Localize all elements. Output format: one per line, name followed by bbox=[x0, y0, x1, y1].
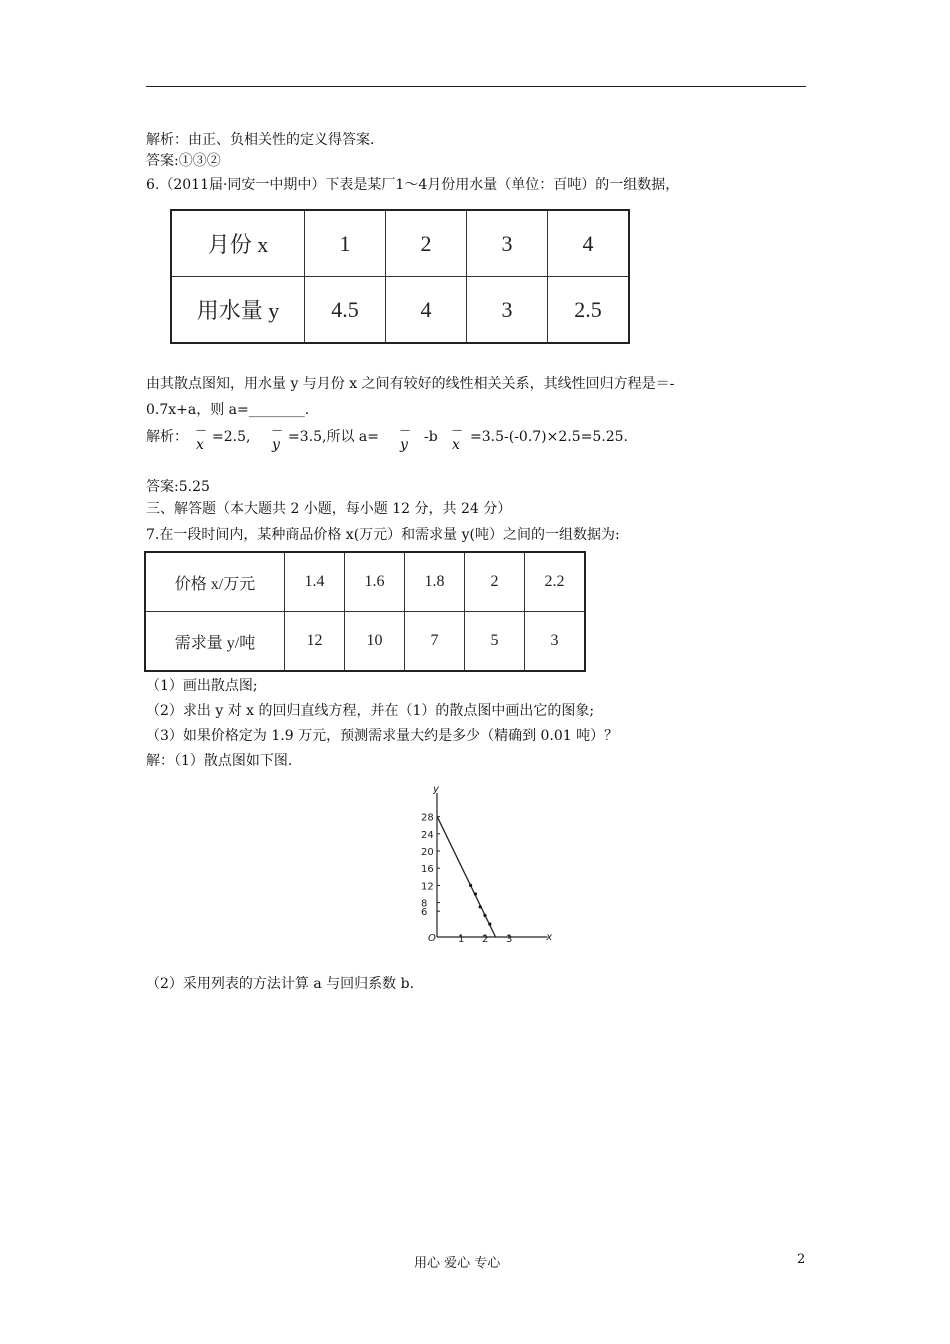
question-6-analysis-prefix: 解析： bbox=[146, 429, 188, 445]
question-6-text-1: 由其散点图知，用水量 y 与月份 x 之间有较好的线性相关关系，其线性回归方程是＝- bbox=[146, 376, 675, 392]
page-number: 2 bbox=[797, 1252, 806, 1267]
table-cell: 4 bbox=[548, 210, 630, 277]
table-cell: 7 bbox=[405, 612, 465, 672]
table-cell: 2 bbox=[465, 552, 525, 612]
overline: — bbox=[452, 425, 462, 436]
table-cell: 1 bbox=[305, 210, 386, 277]
scatter-plot bbox=[410, 785, 560, 950]
y-tick-label: 28 bbox=[421, 812, 434, 824]
ybar-mark bbox=[272, 424, 282, 452]
y-tick-label: 12 bbox=[421, 881, 434, 893]
overline: — bbox=[272, 425, 282, 436]
table-cell: 3 bbox=[467, 277, 548, 344]
regression-line bbox=[437, 816, 496, 937]
solution-step-2: （2）采用列表的方法计算 a 与回归系数 b. bbox=[146, 976, 415, 992]
answer-q6: 答案:5.25 bbox=[146, 479, 210, 495]
analysis-part-1: =2.5, bbox=[212, 429, 251, 445]
table-cell: 3 bbox=[525, 612, 586, 672]
question-7-item-1: （1）画出散点图; bbox=[146, 678, 258, 694]
data-point bbox=[474, 892, 477, 895]
table-water-usage bbox=[170, 209, 630, 344]
data-point bbox=[483, 914, 486, 917]
table-header-price: 价格 x/万元 bbox=[145, 552, 285, 612]
table-cell: 1.6 bbox=[345, 552, 405, 612]
table-header-demand: 需求量 y/吨 bbox=[145, 612, 285, 672]
y-tick-label: 6 bbox=[421, 907, 428, 919]
data-point bbox=[488, 923, 491, 926]
x-tick-label: 3 bbox=[506, 934, 513, 945]
table-cell: 3 bbox=[467, 210, 548, 277]
variable-y: y bbox=[400, 437, 408, 453]
question-7-intro: 7.在一段时间内，某种商品价格 x(万元）和需求量 y(吨）之间的一组数据为: bbox=[146, 527, 620, 543]
table-row bbox=[171, 277, 629, 344]
question-7-item-3: （3）如果价格定为 1.9 万元，预测需求量大约是多少（精确到 0.01 吨）？ bbox=[146, 728, 619, 744]
overline: — bbox=[400, 425, 410, 436]
variable-x: x bbox=[452, 437, 460, 453]
question-7-item-2: （2）求出 y 对 x 的回归直线方程，并在（1）的散点图中画出它的图象; bbox=[146, 703, 595, 719]
variable-y: y bbox=[272, 437, 280, 453]
header-rule bbox=[146, 86, 806, 87]
table-cell: 2.5 bbox=[548, 277, 630, 344]
table-header-usage: 用水量 y bbox=[171, 277, 305, 344]
x-axis-label: x bbox=[546, 932, 553, 943]
table-cell: 10 bbox=[345, 612, 405, 672]
table-cell: 2 bbox=[386, 210, 467, 277]
question-6-intro: 6.（2011届·同安一中期中）下表是某厂1～4月份用水量（单位：百吨）的一组数据， bbox=[146, 177, 680, 193]
ybar-mark bbox=[400, 424, 410, 452]
overline: — bbox=[196, 425, 206, 436]
question-6-text-2: 0.7x+a，则 a=________. bbox=[146, 402, 310, 418]
analysis-q5: 解析：由正、负相关性的定义得答案. bbox=[146, 132, 375, 148]
origin-label: O bbox=[428, 933, 436, 944]
table-row bbox=[171, 210, 629, 277]
table-header-month: 月份 x bbox=[171, 210, 305, 277]
table-row bbox=[145, 612, 585, 672]
table-row bbox=[145, 552, 585, 612]
variable-x: x bbox=[196, 437, 204, 453]
table-cell: 4 bbox=[386, 277, 467, 344]
xbar-mark bbox=[452, 424, 462, 452]
table-cell: 5 bbox=[465, 612, 525, 672]
x-tick-label: 2 bbox=[482, 934, 489, 945]
x-tick-label: 1 bbox=[458, 934, 465, 945]
data-point bbox=[469, 884, 472, 887]
table-cell: 2.2 bbox=[525, 552, 586, 612]
y-tick-label: 20 bbox=[421, 847, 434, 858]
table-price-demand bbox=[144, 551, 586, 672]
analysis-part-4: =3.5-(-0.7)×2.5=5.25. bbox=[470, 429, 628, 445]
table-cell: 4.5 bbox=[305, 277, 386, 344]
table-cell: 12 bbox=[285, 612, 345, 672]
data-point bbox=[479, 905, 482, 908]
table-cell: 1.4 bbox=[285, 552, 345, 612]
y-tick-label: 16 bbox=[421, 864, 434, 876]
footer-slogan: 用心 爱心 专心 bbox=[414, 1256, 501, 1271]
analysis-part-2: =3.5,所以 a= bbox=[288, 429, 379, 445]
section-3-heading: 三、解答题（本大题共 2 小题，每小题 12 分，共 24 分） bbox=[146, 501, 512, 517]
y-axis-label: y bbox=[433, 785, 439, 795]
y-tick-label: 24 bbox=[421, 829, 434, 841]
solution-step-1: 解：（1）散点图如下图. bbox=[146, 753, 293, 769]
y-tick-label: 8 bbox=[421, 898, 428, 910]
table-cell: 1.8 bbox=[405, 552, 465, 612]
analysis-part-3: -b bbox=[424, 429, 438, 445]
answer-q5: 答案:①③② bbox=[146, 153, 221, 169]
xbar-mark bbox=[196, 424, 206, 452]
